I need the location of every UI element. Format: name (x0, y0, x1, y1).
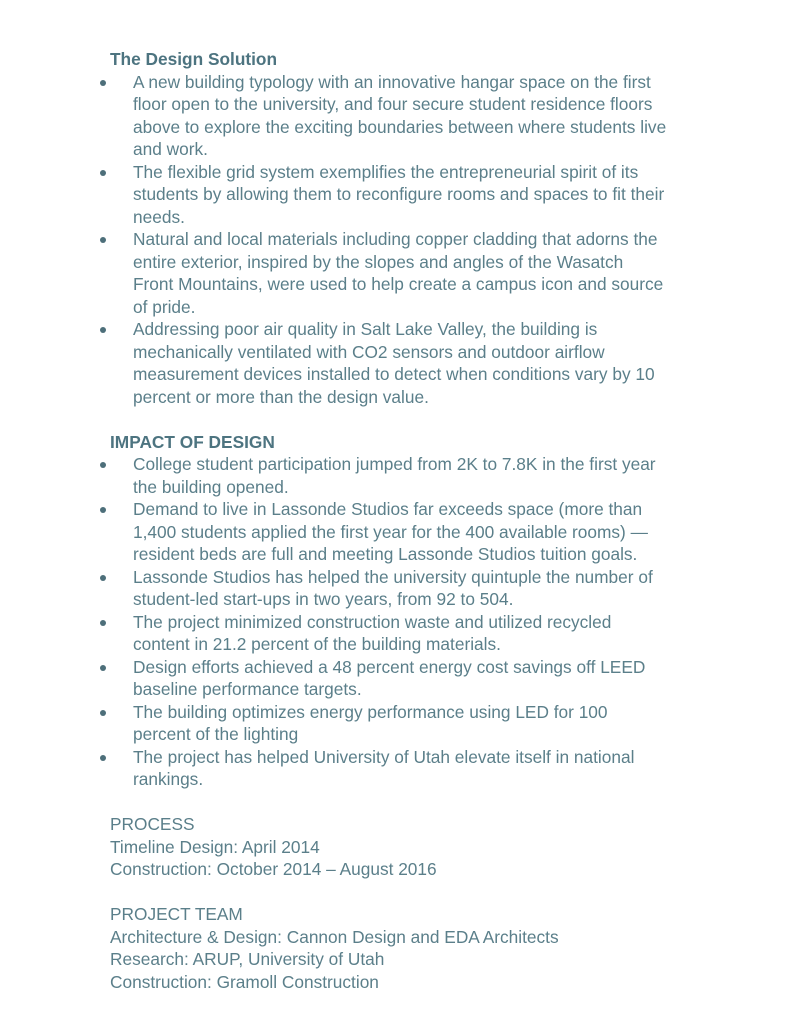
spacer (0, 881, 800, 904)
list-item-text: Demand to live in Lassonde Studios far exceeds space (more than (133, 499, 643, 519)
list-item-text: A new building typology with an innovative hangar space on the first (133, 71, 651, 92)
list-item-text: and work. (133, 139, 208, 159)
bullet-icon (100, 237, 106, 243)
list-item (0, 611, 800, 656)
list-item-text: The project minimized construction waste and utilized recycled (133, 611, 612, 632)
list-item-text: Natural and local materials including copper cladding that adorns the (133, 229, 658, 249)
process-heading: PROCESS (110, 814, 195, 834)
list-item (0, 701, 800, 746)
list-item (0, 161, 800, 229)
list-item-text: needs. (133, 206, 185, 227)
bullet-icon (100, 170, 106, 176)
design-solution-list (0, 71, 800, 409)
list-item (0, 318, 800, 408)
list-item-text: content in 21.2 percent of the building materials. (133, 634, 501, 654)
document-page (0, 48, 800, 993)
list-item (0, 746, 800, 791)
info-line: Architecture & Design: Cannon Design and EDA Architects (110, 926, 559, 947)
bullet-icon (100, 462, 106, 468)
list-item-text: baseline performance targets. (133, 679, 362, 699)
list-item-text: The flexible grid system exemplifies the entrepreneurial spirit of its (133, 161, 639, 182)
list-item-text: Design efforts achieved a 48 percent energy cost savings off LEED (133, 656, 646, 677)
list-item-text: rankings. (133, 769, 204, 789)
list-item-text: students by allowing them to reconfigure rooms and spaces to fit their (133, 184, 665, 204)
list-item (0, 453, 800, 498)
bullet-icon (100, 755, 106, 761)
list-item-text: percent of the lighting (133, 724, 299, 744)
spacer (0, 408, 800, 431)
process-section (0, 836, 800, 881)
list-item-text: Front Mountains, were used to help create a campus icon and source (133, 274, 664, 294)
list-item-text: College student participation jumped from 2K to 7.8K in the first year (133, 454, 656, 474)
list-item-text: mechanically ventilated with CO2 sensors and outdoor airflow (133, 341, 605, 362)
project-team-heading: PROJECT TEAM (110, 904, 243, 924)
design-solution-heading: The Design Solution (110, 49, 278, 69)
list-item-text: floor open to the university, and four secure student residence floors (133, 94, 653, 114)
list-item-text: resident beds are full and meeting Lassonde Studios tuition goals. (133, 544, 638, 564)
bullet-icon (100, 327, 106, 333)
list-item (0, 71, 800, 161)
impact-heading: IMPACT OF DESIGN (110, 431, 275, 452)
list-item-text: percent or more than the design value. (133, 386, 429, 407)
list-item-text: The project has helped University of Utah elevate itself in national (133, 746, 635, 767)
list-item (0, 498, 800, 566)
bullet-icon (100, 710, 106, 716)
list-item (0, 566, 800, 611)
bullet-icon (100, 507, 106, 513)
info-line: Construction: October 2014 – August 2016 (110, 859, 437, 879)
bullet-icon (100, 620, 106, 626)
info-line: Research: ARUP, University of Utah (110, 949, 385, 969)
list-item-text: Lassonde Studios has helped the university quintuple the number of (133, 566, 653, 587)
project-team-section (0, 926, 800, 994)
bullet-icon (100, 575, 106, 581)
list-item-text: measurement devices installed to detect when conditions vary by 10 (133, 364, 655, 384)
info-line: Construction: Gramoll Construction (110, 971, 379, 992)
spacer (0, 791, 800, 814)
list-item-text: entire exterior, inspired by the slopes and angles of the Wasatch (133, 251, 624, 272)
list-item-text: Addressing poor air quality in Salt Lake Valley, the building is (133, 319, 598, 339)
bullet-icon (100, 665, 106, 671)
list-item (0, 228, 800, 318)
bullet-icon (100, 80, 106, 86)
info-line: Timeline Design: April 2014 (110, 836, 320, 857)
list-item-text: the building opened. (133, 476, 289, 497)
list-item-text: of pride. (133, 296, 196, 317)
list-item-text: above to explore the exciting boundaries between where students live (133, 116, 667, 137)
list-item-text: student-led start-ups in two years, from 92 to 504. (133, 589, 514, 609)
impact-list (0, 453, 800, 791)
list-item (0, 656, 800, 701)
list-item-text: The building optimizes energy performance using LED for 100 (133, 701, 608, 722)
list-item-text: 1,400 students applied the first year for the 400 available rooms) — (133, 521, 648, 542)
